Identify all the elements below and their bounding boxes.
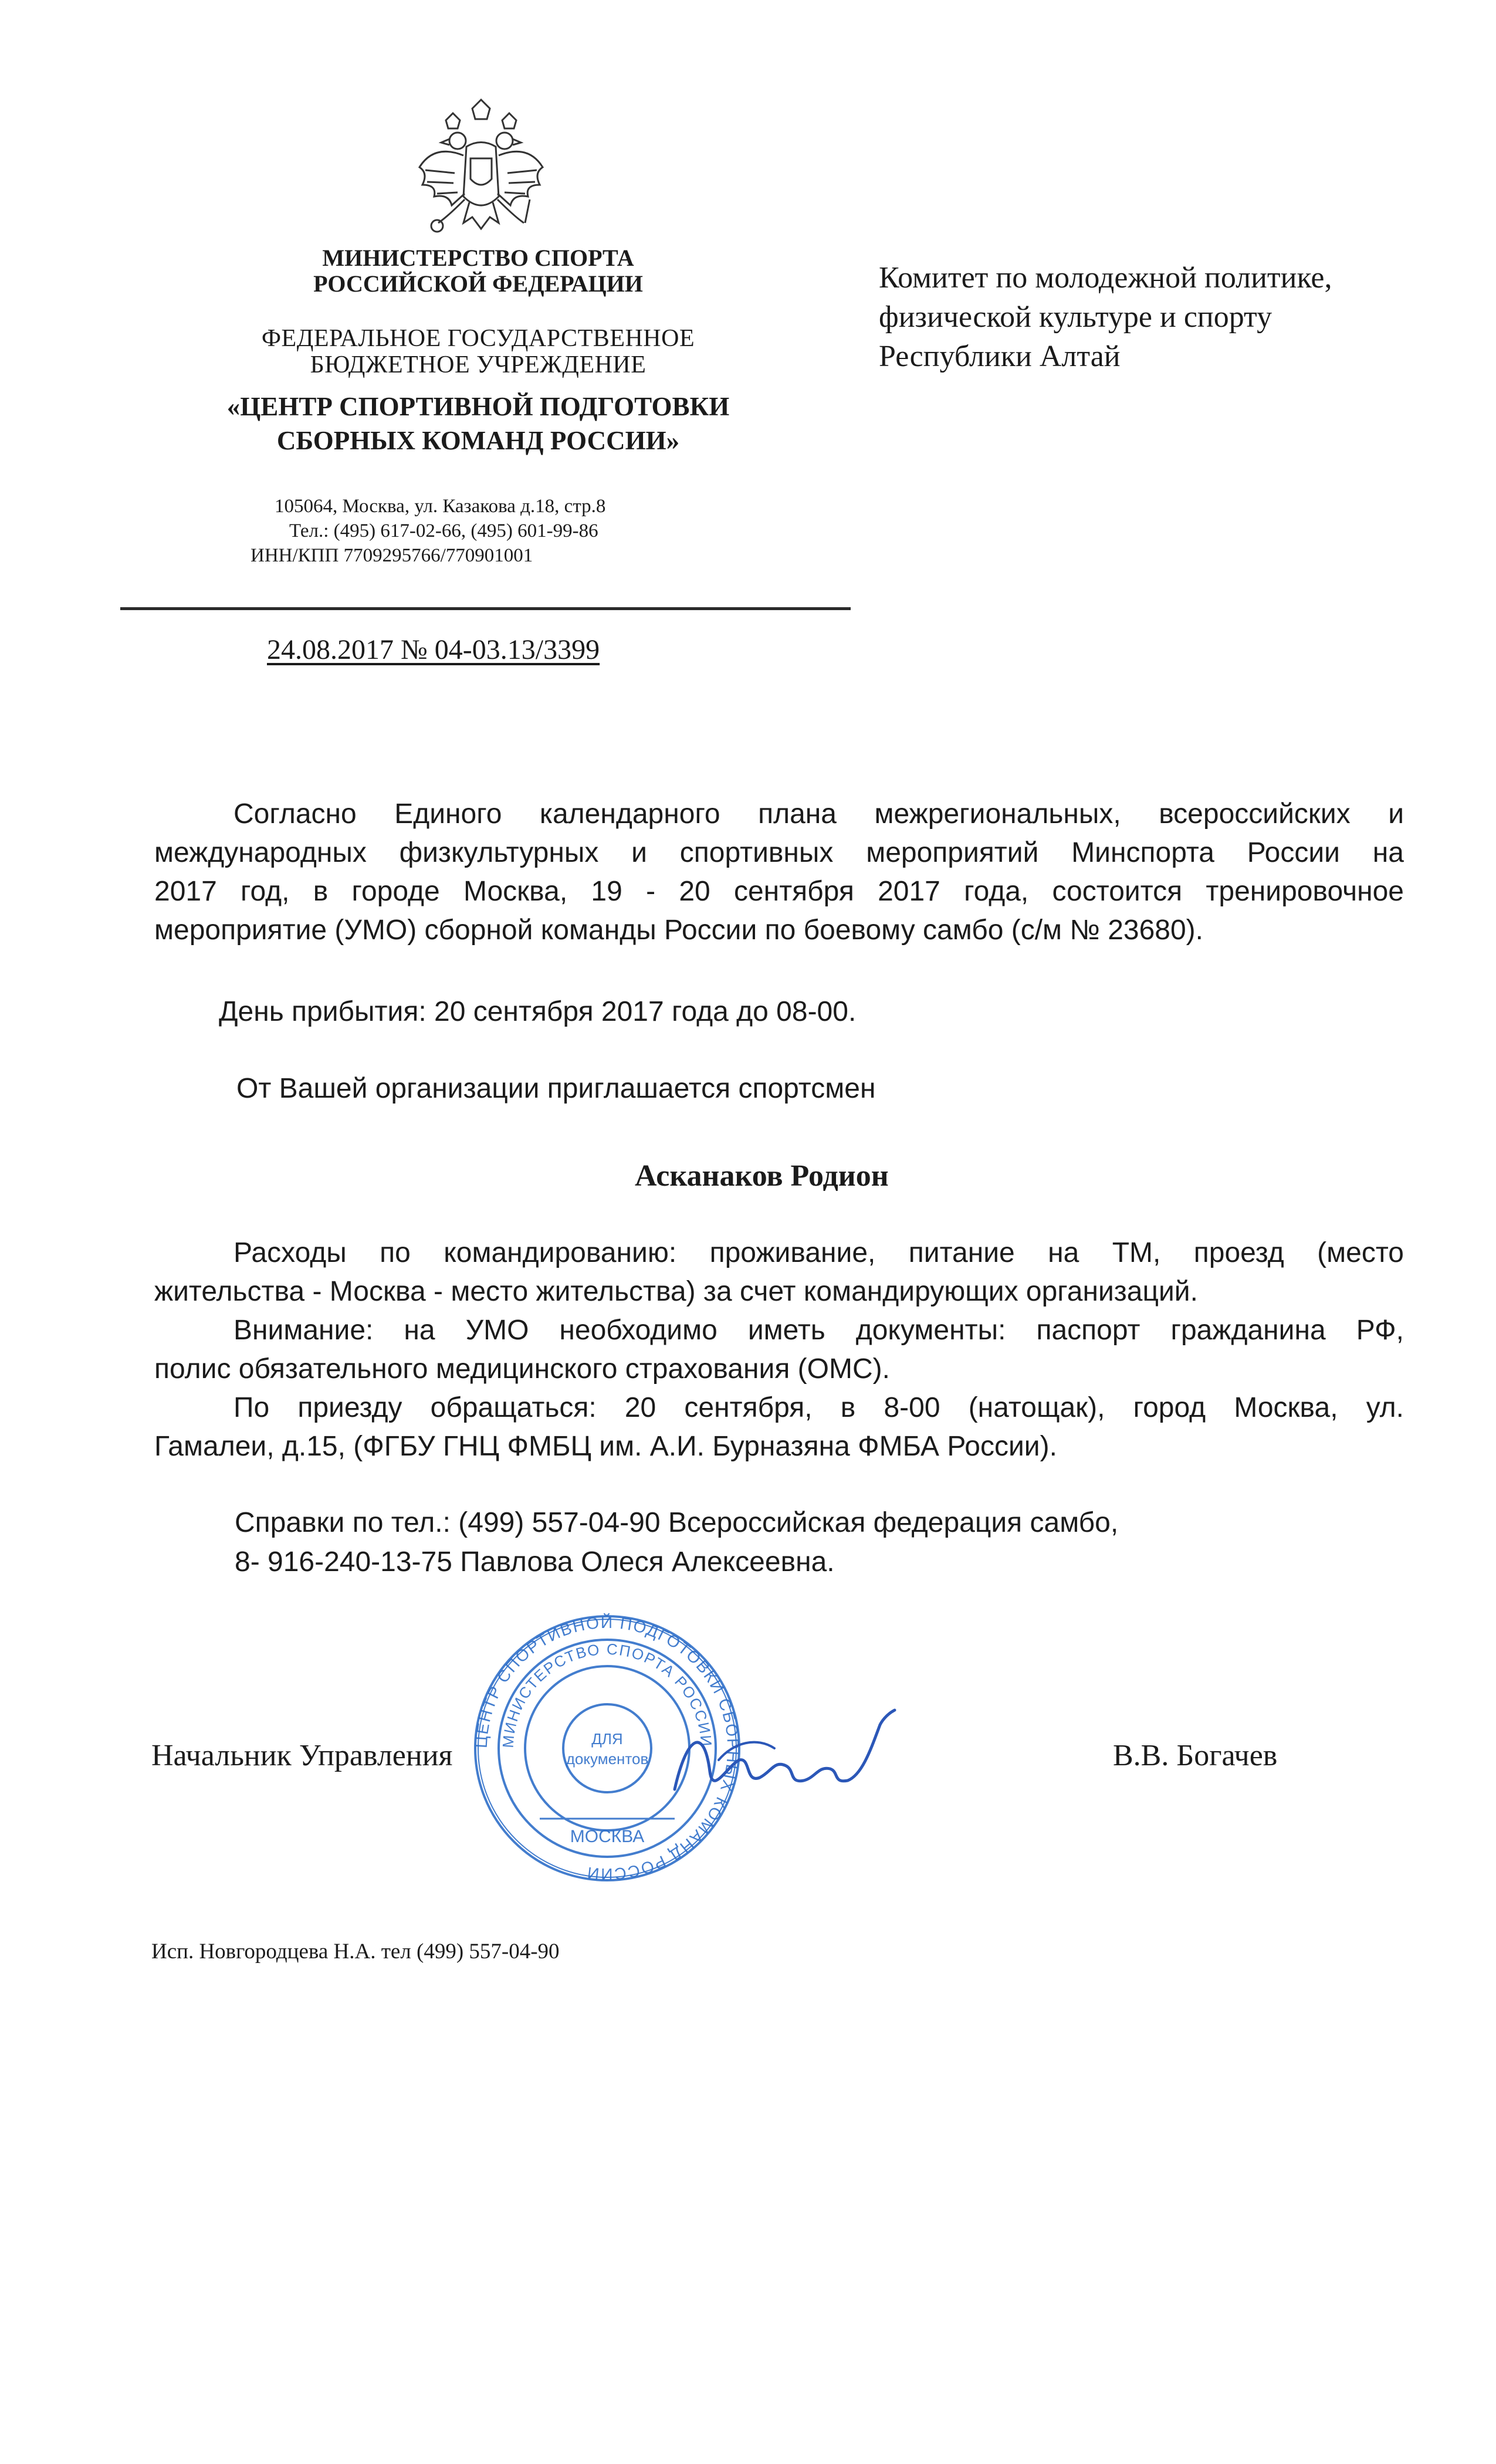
- body-paragraph-event: [154, 795, 1404, 950]
- coat-of-arms-icon: [411, 97, 551, 255]
- body-line: жительства - Москва - место жительства) за счет командирующих организаций.: [154, 1276, 1198, 1307]
- body-line: мероприятие (УМО) сборной команды России по боевому самбо (с/м № 23680).: [154, 915, 1203, 946]
- stamp-center-text: ДЛЯ: [591, 1730, 623, 1748]
- signatory-title: Начальник Управления: [151, 1739, 453, 1772]
- ministry-name-line2: РОССИЙСКОЙ ФЕДЕРАЦИИ: [313, 270, 643, 297]
- body-line: международных физкультурных и спортивных мероприятий Минспорта России на: [154, 837, 1404, 868]
- body-line: Расходы по командированию: проживание, питание на ТМ, проезд (место: [233, 1237, 1404, 1268]
- contacts-line: 8- 916-240-13-75 Павлова Олеся Алексеевна.: [235, 1546, 835, 1578]
- body-line: Гамалеи, д.15, (ФГБУ ГНЦ ФМБЦ им. А.И. Бурназяна ФМБА России).: [154, 1431, 1057, 1462]
- signatory-name: В.В. Богачев: [1113, 1739, 1278, 1772]
- addressee-line: физической культуре и спорту: [879, 300, 1272, 334]
- addressee-block: [879, 258, 1332, 376]
- stamp-outer-text: ЦЕНТР СПОРТИВНОЙ ПОДГОТОВКИ СБОРНЫХ КОМАНД РОССИИ: [472, 1613, 743, 1884]
- sender-address: 105064, Москва, ул. Казакова д.18, стр.8: [275, 496, 606, 517]
- org-type-line2: БЮДЖЕТНОЕ УЧРЕЖДЕНИЕ: [310, 351, 647, 378]
- invitation-line: От Вашей организации приглашается спортсмен: [236, 1073, 876, 1104]
- body-line: 2017 год, в городе Москва, 19 - 20 сентября 2017 года, состоится тренировочное: [154, 876, 1404, 907]
- handwritten-signature-icon: [663, 1701, 909, 1819]
- org-name-line1: «ЦЕНТР СПОРТИВНОЙ ПОДГОТОВКИ: [226, 392, 730, 421]
- header-divider: [120, 607, 851, 610]
- stamp-city-text: МОСКВА: [570, 1827, 645, 1846]
- contacts-line: Справки по тел.: (499) 557-04-90 Всероссийская федерация самбо,: [235, 1507, 1119, 1538]
- executor-line: Исп. Новгородцева Н.А. тел (499) 557-04-90: [151, 1940, 560, 1964]
- ministry-name-line1: МИНИСТЕРСТВО СПОРТА: [322, 245, 634, 271]
- body-line: По приезду обращаться: 20 сентября, в 8-00 (натощак), город Москва, ул.: [233, 1392, 1404, 1423]
- body-paragraph-arrival-address: [154, 1389, 1404, 1466]
- stamp-middle-text: МИНИСТЕРСТВО СПОРТА РОССИИ: [499, 1640, 716, 1749]
- stamp-center-text: документов: [566, 1750, 649, 1768]
- addressee-line: Республики Алтай: [879, 340, 1121, 373]
- athlete-name: Асканаков Родион: [635, 1159, 889, 1193]
- org-type-line1: ФЕДЕРАЛЬНОЕ ГОСУДАРСТВЕННОЕ: [261, 325, 695, 352]
- registration-number: 24.08.2017 № 04-03.13/3399: [267, 634, 600, 665]
- sender-inn-kpp: ИНН/КПП 7709295766/770901001: [251, 545, 533, 566]
- sender-phones: Тел.: (495) 617-02-66, (495) 601-99-86: [289, 520, 598, 541]
- body-paragraph-expenses: [154, 1234, 1404, 1311]
- arrival-day: День прибытия: 20 сентября 2017 года до 08-00.: [219, 996, 857, 1027]
- body-paragraph-attention: [154, 1311, 1404, 1389]
- body-line: Согласно Единого календарного плана межрегиональных, всероссийских и: [233, 798, 1404, 830]
- body-line: Внимание: на УМО необходимо иметь документы: паспорт гражданина РФ,: [233, 1315, 1404, 1346]
- body-line: полис обязательного медицинского страхования (ОМС).: [154, 1353, 890, 1385]
- org-name-line2: СБОРНЫХ КОМАНД РОССИИ»: [276, 426, 680, 455]
- addressee-line: Комитет по молодежной политике,: [879, 261, 1332, 295]
